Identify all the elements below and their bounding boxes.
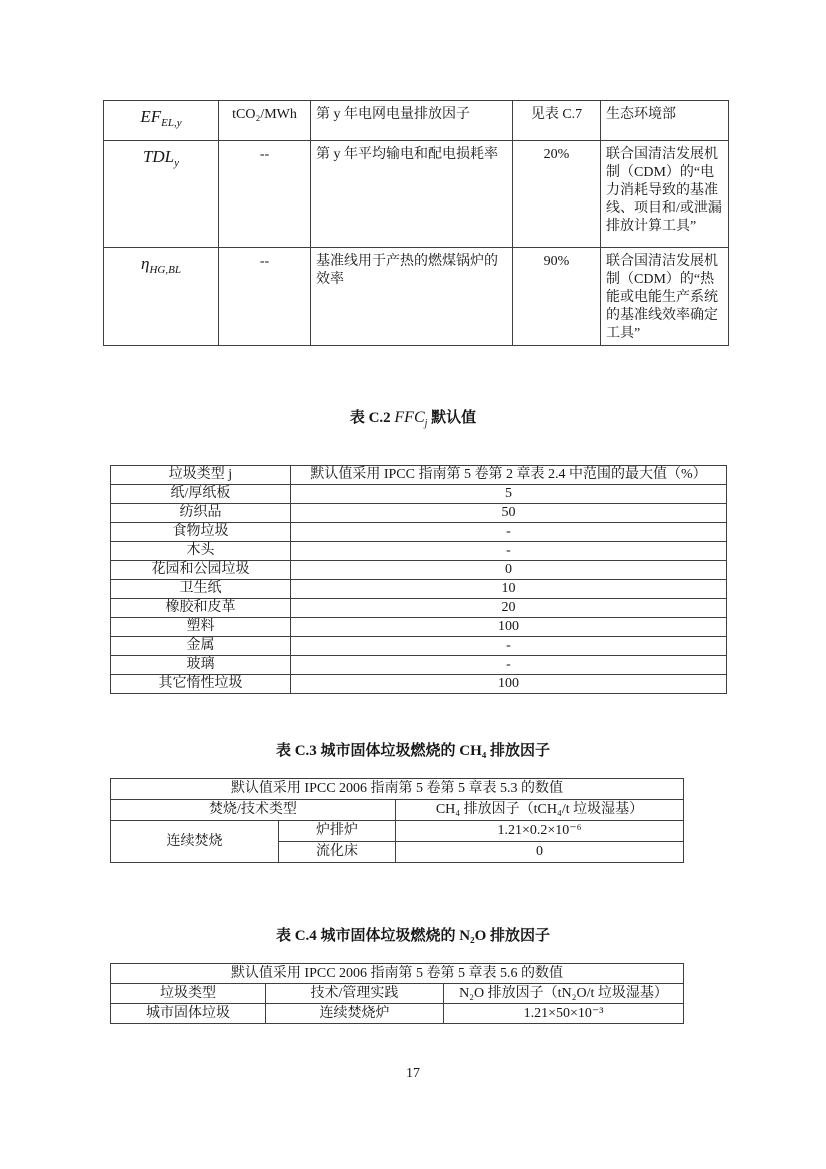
table-note-row [111, 779, 684, 800]
page-number: 17 [406, 1066, 420, 1081]
parameter-unit-cell: -- [219, 141, 311, 248]
parameter-description-cell: 第 y 年平均输电和配电损耗率 [311, 141, 513, 248]
table-row [111, 656, 727, 675]
table-c2 [110, 465, 727, 694]
table-c4-title: 表 C.4 城市固体垃圾燃烧的 N₂O 排放因子 [275, 928, 551, 944]
column-header-ch4-factor: CH₄ 排放因子（tCH₄/t 垃圾湿基） [396, 800, 684, 821]
value-cell: 100 [291, 618, 727, 637]
value-cell: 100 [291, 675, 727, 694]
table-header-row [111, 984, 684, 1004]
column-header-incineration-type: 焚烧/技术类型 [111, 800, 396, 821]
parameter-symbol: TDL [142, 147, 175, 166]
parameter-value-cell: 20% [513, 141, 601, 248]
source-note-cell: 默认值采用 IPCC 2006 指南第 5 卷第 5 章表 5.3 的数值 [111, 779, 684, 800]
value-cell: 20 [291, 599, 727, 618]
value-cell: - [291, 542, 727, 561]
parameter-symbol-subscript: y [174, 156, 180, 169]
waste-type-cell: 城市固体垃圾 [111, 1004, 266, 1024]
value-cell: 10 [291, 580, 727, 599]
table-note-row [111, 964, 684, 984]
table-c2-title-prefix: 表 C.2 [349, 410, 391, 426]
table-row [111, 599, 727, 618]
table-row [111, 523, 727, 542]
waste-type-cell: 其它惰性垃圾 [111, 675, 291, 694]
parameter-source-cell: 生态环境部 [601, 101, 729, 141]
parameter-symbol-cell [104, 248, 219, 346]
table-row [111, 1004, 684, 1024]
table-c2-title [0, 406, 826, 429]
column-header-n2o-factor: N₂O 排放因子（tN₂O/t 垃圾湿基） [444, 984, 684, 1004]
column-header-waste-type: 垃圾类型 [111, 984, 266, 1004]
value-cell: - [291, 656, 727, 675]
technology-cell: 流化床 [279, 842, 396, 863]
value-cell: 5 [291, 485, 727, 504]
table-row [104, 101, 729, 141]
waste-type-cell: 橡胶和皮革 [111, 599, 291, 618]
parameter-unit-cell: tCO₂/MWh [219, 101, 311, 141]
parameter-symbol: EF [140, 107, 162, 126]
parameter-source-cell: 联合国清洁发展机制（CDM）的“电力消耗导致的基准线、项目和/或泄漏排放计算工具” [601, 141, 729, 248]
table-row [111, 504, 727, 523]
table-row [111, 580, 727, 599]
table-row [111, 485, 727, 504]
technology-cell: 炉排炉 [279, 821, 396, 842]
parameter-unit-cell: -- [219, 248, 311, 346]
parameter-description-cell: 第 y 年电网电量排放因子 [311, 101, 513, 141]
table-row [111, 542, 727, 561]
table-row [104, 248, 729, 346]
value-cell: 50 [291, 504, 727, 523]
waste-type-cell: 纸/厚纸板 [111, 485, 291, 504]
table-c2-title-suffix: 默认值 [431, 410, 477, 426]
table-row [111, 561, 727, 580]
parameter-symbol: η [141, 254, 150, 273]
column-header-waste-type: 垃圾类型 j [111, 466, 291, 485]
incineration-category-cell: 连续焚烧 [111, 821, 279, 863]
value-cell: 1.21×0.2×10⁻⁶ [396, 821, 684, 842]
table-row [111, 637, 727, 656]
column-header-practice: 技术/管理实践 [266, 984, 444, 1004]
waste-type-cell: 金属 [111, 637, 291, 656]
table-row [111, 821, 684, 842]
parameter-table [103, 100, 729, 346]
ffc-symbol: FFC [394, 409, 425, 426]
table-c4 [110, 963, 684, 1024]
table-c3 [110, 778, 684, 863]
source-note-cell: 默认值采用 IPCC 2006 指南第 5 卷第 5 章表 5.6 的数值 [111, 964, 684, 984]
table-row [104, 141, 729, 248]
value-cell: - [291, 523, 727, 542]
ffc-symbol-subscript: j [424, 418, 428, 429]
table-row [111, 675, 727, 694]
value-cell: 0 [396, 842, 684, 863]
value-cell: - [291, 637, 727, 656]
table-header-row [111, 466, 727, 485]
parameter-value-cell: 90% [513, 248, 601, 346]
waste-type-cell: 卫生纸 [111, 580, 291, 599]
waste-type-cell: 食物垃圾 [111, 523, 291, 542]
waste-type-cell: 玻璃 [111, 656, 291, 675]
waste-type-cell: 纺织品 [111, 504, 291, 523]
parameter-value-cell: 见表 C.7 [513, 101, 601, 141]
waste-type-cell: 塑料 [111, 618, 291, 637]
waste-type-cell: 花园和公园垃圾 [111, 561, 291, 580]
table-c3-title: 表 C.3 城市固体垃圾燃烧的 CH₄ 排放因子 [275, 743, 551, 759]
parameter-source-cell: 联合国清洁发展机制（CDM）的“热能或电能生产系统的基准线效率确定工具” [601, 248, 729, 346]
value-cell: 1.21×50×10⁻³ [444, 1004, 684, 1024]
parameter-symbol-subscript: EL,y [161, 116, 182, 129]
parameter-symbol-cell [104, 141, 219, 248]
value-cell: 0 [291, 561, 727, 580]
practice-cell: 连续焚烧炉 [266, 1004, 444, 1024]
parameter-description-cell: 基准线用于产热的燃煤锅炉的效率 [311, 248, 513, 346]
table-row [111, 618, 727, 637]
parameter-symbol-cell [104, 101, 219, 141]
waste-type-cell: 木头 [111, 542, 291, 561]
parameter-symbol-subscript: HG,BL [149, 263, 181, 276]
column-header-default-value: 默认值采用 IPCC 指南第 5 卷第 2 章表 2.4 中范围的最大值（%） [291, 466, 727, 485]
table-header-row [111, 800, 684, 821]
